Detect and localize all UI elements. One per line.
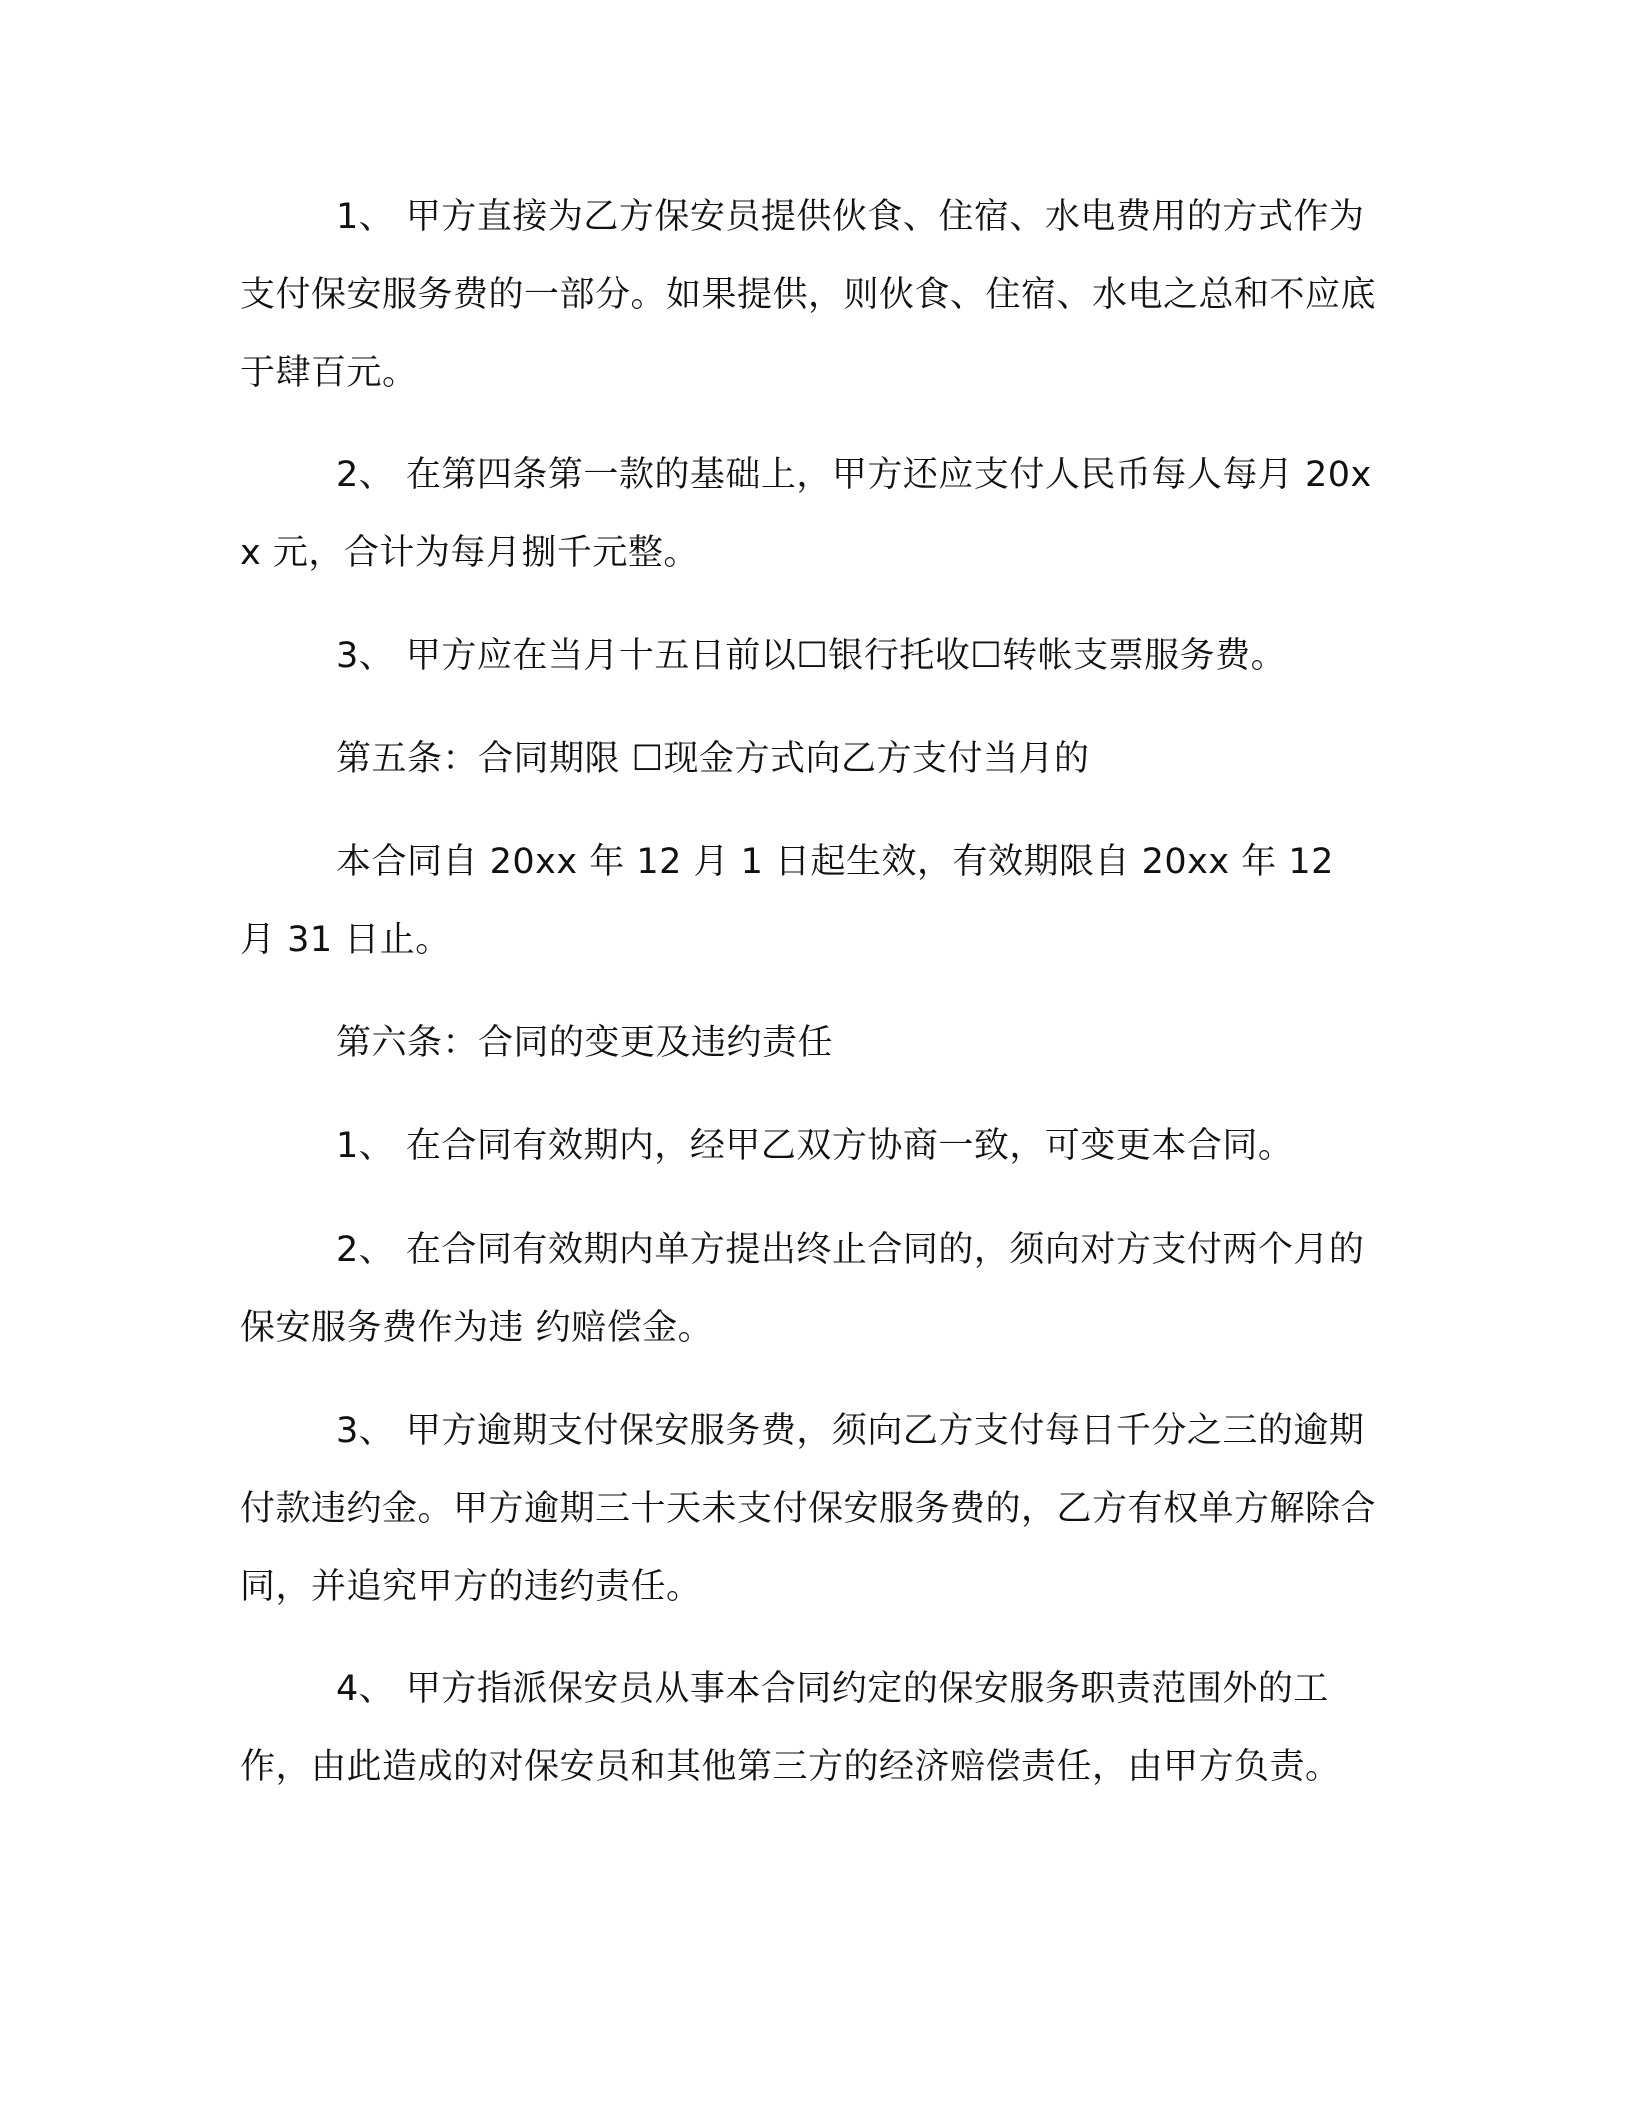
paragraph-text: 3、 甲方逾期支付保安服务费，须向乙方支付每日千分之三的逾期付款违约金。甲方逾期三十天未支付保安服务费的，乙方有权单方解除合同，并追究甲方的违约责任。 [240,1411,1377,1607]
paragraph-text: 1、 甲方直接为乙方保安员提供伙食、住宿、水电费用的方式作为支付保安服务费的一部分。如果提供，则伙食、住宿、水电之总和不应底于肆百元。 [240,197,1377,393]
paragraph-2 [240,436,1380,592]
paragraph-text: 2、 在合同有效期内单方提出终止合同的，须向对方支付两个月的保安服务费作为违 约赔偿金。 [240,1230,1365,1348]
paragraph-6-3 [240,1392,1380,1626]
paragraph-text: 2、 在第四条第一款的基础上，甲方还应支付人民币每人每月 20xx 元，合计为每月捌千元整。 [240,455,1372,573]
paragraph-text: 3、 甲方应在当月十五日前以☐银行托收☐转帐支票服务费。 [336,636,1287,676]
paragraph-6-4 [240,1650,1380,1806]
paragraph-text: 本合同自 20xx 年 12 月 1 日起生效，有效期限自 20xx 年 12 月 31 日止。 [240,842,1334,960]
paragraph-1 [240,178,1380,412]
paragraph-text: 第五条：合同期限 ☐现金方式向乙方支付当月的 [336,739,1090,779]
paragraph-text: 第六条：合同的变更及违约责任 [336,1023,834,1063]
section-heading-5 [240,720,1380,798]
paragraph-text: 4、 甲方指派保安员从事本合同约定的保安服务职责范围外的工作，由此造成的对保安员和其他第三方的经济赔偿责任，由甲方负责。 [240,1669,1341,1787]
paragraph-6-1 [240,1107,1380,1185]
paragraph-6-2 [240,1211,1380,1367]
section-heading-6 [240,1004,1380,1082]
paragraph-text: 1、 在合同有效期内，经甲乙双方协商一致，可变更本合同。 [336,1126,1294,1166]
paragraph-term [240,823,1380,979]
paragraph-3 [240,617,1380,695]
